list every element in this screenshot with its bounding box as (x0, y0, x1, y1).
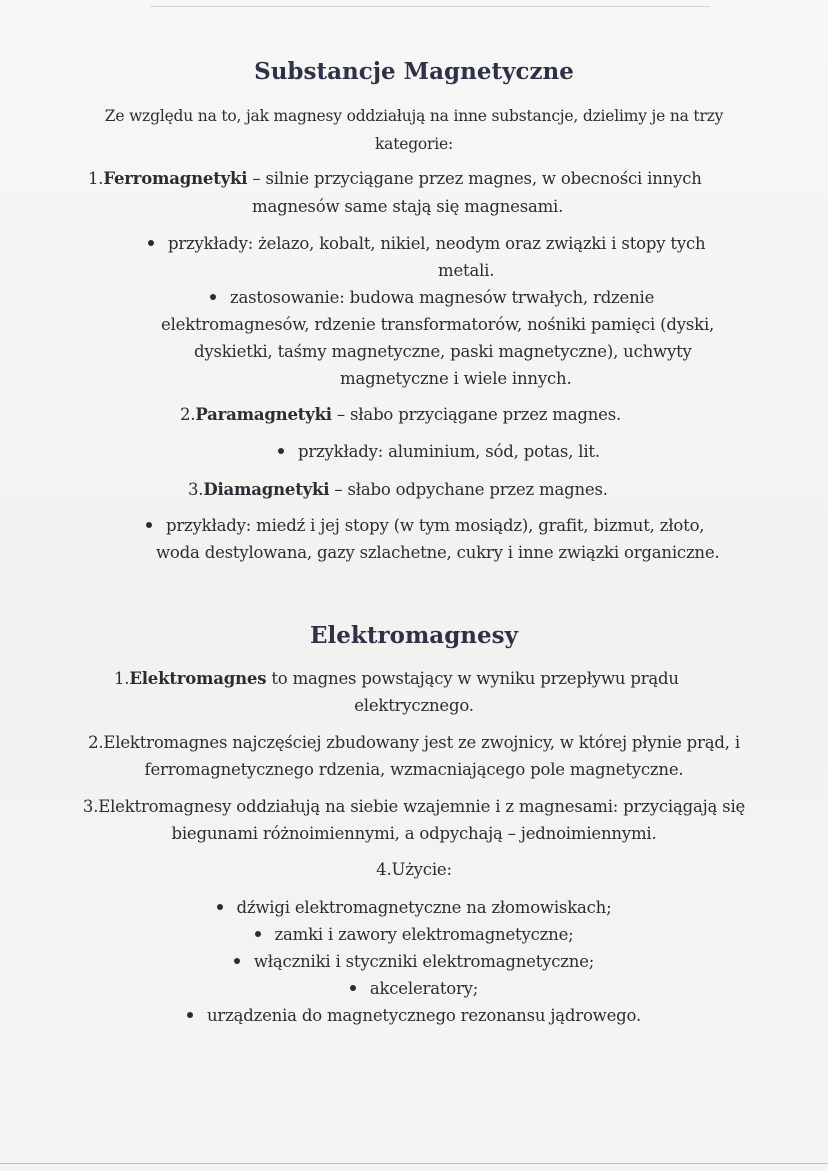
ferro-use-1: zastosowanie: budowa magnesów trwałych, rdzenie (230, 288, 655, 307)
diamagnetics-definition (188, 480, 608, 499)
bullet-icon (278, 448, 284, 454)
ferro-examples-2: metali. (438, 261, 495, 280)
em-p1-number: 1. (114, 669, 130, 688)
paramagnetics-definition (180, 405, 621, 424)
dia-examples-item (146, 516, 704, 535)
ferro-desc-1: – silnie przyciągane przez magnes, w obecności innych (247, 169, 702, 188)
bullet-icon (148, 240, 154, 246)
ferro-use-4: magnetyczne i wiele innych. (340, 369, 572, 388)
ferro-use-2: elektromagnesów, rdzenie transformatorów, nośniki pamięci (dyski, (161, 315, 715, 334)
ferro-use-3: dyskietki, taśmy magnetyczne, paski magnetyczne), uchwyty (194, 342, 692, 361)
em-p2-line-1: 2.Elektromagnes najczęściej zbudowany jest ze zwojnicy, w której płynie prąd, i (88, 733, 740, 752)
ferro-examples-1: przykłady: żelazo, kobalt, nikiel, neodym oraz związki i stopy tych (168, 234, 706, 253)
ferromagnetics-definition (88, 169, 702, 188)
bullet-icon (255, 931, 261, 937)
para-number: 2. (180, 405, 196, 424)
em-use-item (0, 925, 828, 944)
em-p1-line-1: to magnes powstający w wyniku przepływu prądu (266, 669, 679, 688)
em-use-item (0, 952, 828, 971)
bullet-icon (217, 904, 223, 910)
dia-examples-2: woda destylowana, gazy szlachetne, cukry i inne związki organiczne. (156, 543, 720, 562)
para-desc: – słabo przyciągane przez magnes. (331, 405, 622, 424)
dia-examples-1: przykłady: miedź i jej stopy (w tym mosiądz), grafit, bizmut, złoto, (166, 516, 705, 535)
em-p3-line-1: 3.Elektromagnesy oddziałują na siebie wzajemnie i z magnesami: przyciągają się (82, 797, 746, 816)
ferro-term: Ferromagnetyki (103, 169, 248, 188)
para-examples-item (278, 442, 600, 461)
em-uses-title: 4.Użycie: (376, 860, 452, 879)
em-p3-line-2: biegunami różnoimiennymi, a odpychają – jednoimiennymi. (171, 824, 657, 843)
para-examples: przykłady: aluminium, sód, potas, lit. (298, 442, 600, 461)
em-p1-term: Elektromagnes (129, 669, 267, 688)
dia-number: 3. (188, 480, 204, 499)
em-use-text-4: akceleratory; (369, 979, 479, 998)
bullet-icon (350, 985, 356, 991)
intro-line-1: Ze względu na to, jak magnesy oddziałują na inne substancje, dzielimy je na trzy (104, 107, 724, 125)
top-edge-line (150, 6, 710, 7)
em-use-item (0, 898, 828, 917)
dia-term: Diamagnetyki (203, 480, 330, 499)
em-p1-line-2: elektrycznego. (354, 696, 474, 715)
em-use-text-1: dźwigi elektromagnetyczne na złomowiskach; (236, 898, 612, 917)
bullet-icon (146, 522, 152, 528)
bullet-icon (187, 1012, 193, 1018)
ferro-use-item (210, 288, 654, 307)
electromagnet-point-1 (114, 669, 679, 688)
ferro-number: 1. (88, 169, 104, 188)
dia-desc: – słabo odpychane przez magnes. (329, 480, 608, 499)
section-title-electromagnets: Elektromagnesy (310, 622, 518, 649)
em-use-text-5: urządzenia do magnetycznego rezonansu jądrowego. (206, 1006, 642, 1025)
bottom-edge-line (0, 1163, 828, 1164)
bullet-icon (210, 294, 216, 300)
para-term: Paramagnetyki (195, 405, 332, 424)
em-use-text-2: zamki i zawory elektromagnetyczne; (274, 925, 574, 944)
bullet-icon (234, 958, 240, 964)
em-p2-line-2: ferromagnetycznego rdzenia, wzmacniającego pole magnetyczne. (144, 760, 684, 779)
em-use-item (0, 979, 828, 998)
ferro-examples-item (148, 234, 705, 253)
intro-line-2: kategorie: (374, 135, 454, 153)
em-use-item (0, 1006, 828, 1025)
ferro-desc-2: magnesów same stają się magnesami. (252, 197, 564, 216)
section-title-magnetic-substances: Substancje Magnetyczne (254, 58, 574, 85)
em-use-text-3: włączniki i styczniki elektromagnetyczne; (253, 952, 595, 971)
